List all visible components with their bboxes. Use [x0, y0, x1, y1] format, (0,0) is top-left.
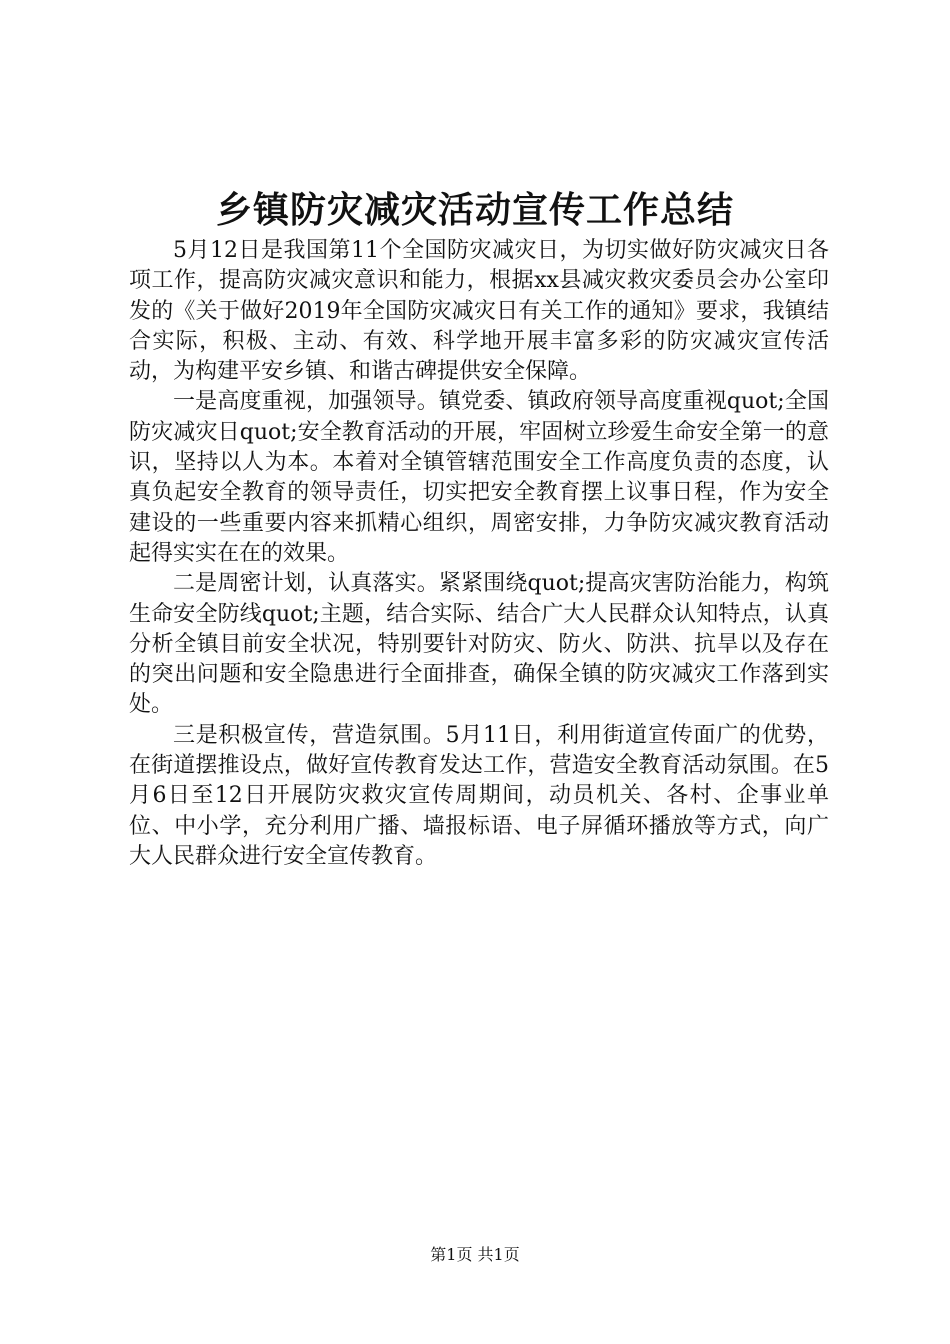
document-body: [129, 236, 829, 872]
paragraph-planning: 二是周密计划，认真落实。紧紧围绕quot;提高灾害防治能力，构筑生命安全防线quot;主题，结合实际、结合广大人民群众认知特点，认真分析全镇目前安全状况，特别要针对防灾、防火、防洪、抗旱以及存在的突出问题和安全隐患进行全面排查，确保全镇的防灾减灾工作落到实处。: [129, 571, 829, 718]
paragraph-leadership: 一是高度重视，加强领导。镇党委、镇政府领导高度重视quot;全国防灾减灾日quot;安全教育活动的开展，牢固树立珍爱生命安全第一的意识，坚持以人为本。本着对全镇管辖范围安全工作高度负责的态度，认真负起安全教育的领导责任，切实把安全教育摆上议事日程，作为安全建设的一些重要内容来抓精心组织，周密安排，力争防灾减灾教育活动起得实实在在的效果。: [129, 389, 829, 566]
document-title: 乡镇防灾减灾活动宣传工作总结: [215, 189, 734, 231]
paragraph-publicity: 三是积极宣传，营造氛围。5月11日，利用街道宣传面广的优势，在街道摆推设点，做好宣传教育发达工作，营造安全教育活动氛围。在5月6日至12日开展防灾救灾宣传周期间，动员机关、各村、企事业单位、中小学，充分利用广播、墙报标语、电子屏循环播放等方式，向广大人民群众进行安全宣传教育。: [129, 722, 829, 869]
page-number-footer: 第1页 共1页: [430, 1245, 520, 1264]
paragraph-intro: 5月12日是我国第11个全国防灾减灾日，为切实做好防灾减灾日各项工作，提高防灾减灾意识和能力，根据xx县减灾救灾委员会办公室印发的《关于做好2019年全国防灾减灾日有关工作的通知》要求，我镇结合实际，积极、主动、有效、科学地开展丰富多彩的防灾减灾宣传活动，为构建平安乡镇、和谐古碑提供安全保障。: [129, 238, 829, 385]
